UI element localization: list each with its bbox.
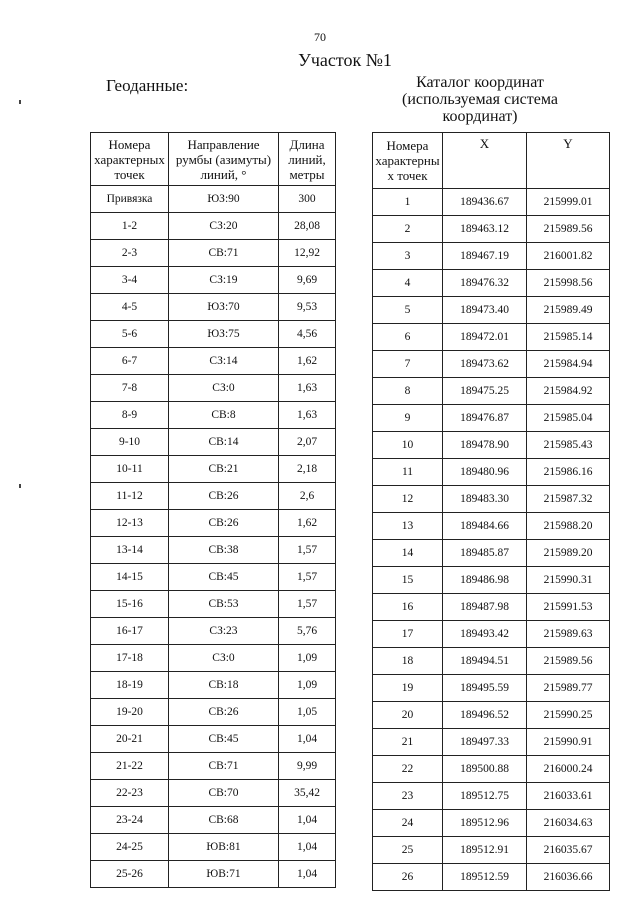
table-row xyxy=(373,324,610,351)
cell-x: 189486.98 xyxy=(443,567,527,594)
cell-y: 215985.43 xyxy=(527,432,610,459)
cell-point: 19 xyxy=(373,675,443,702)
cell-point: 15 xyxy=(373,567,443,594)
table-row xyxy=(91,780,336,807)
cell-point: 4 xyxy=(373,270,443,297)
table-row xyxy=(373,756,610,783)
table-row xyxy=(373,405,610,432)
cell-segment: 21-22 xyxy=(91,753,169,780)
cell-direction: СВ:70 xyxy=(169,780,279,807)
cell-point: 12 xyxy=(373,486,443,513)
catalog-heading xyxy=(380,74,580,125)
cell-point: 21 xyxy=(373,729,443,756)
cell-y: 215999.01 xyxy=(527,189,610,216)
cell-x: 189436.67 xyxy=(443,189,527,216)
table-row xyxy=(373,783,610,810)
cell-length: 9,99 xyxy=(279,753,336,780)
cell-segment: 23-24 xyxy=(91,807,169,834)
cell-point: 23 xyxy=(373,783,443,810)
table-row xyxy=(373,648,610,675)
table-row xyxy=(91,537,336,564)
cell-y: 215989.20 xyxy=(527,540,610,567)
cell-segment: 15-16 xyxy=(91,591,169,618)
table-row xyxy=(91,240,336,267)
cell-segment: 11-12 xyxy=(91,483,169,510)
table-row xyxy=(373,810,610,837)
table-row xyxy=(373,594,610,621)
cell-point: 25 xyxy=(373,837,443,864)
cell-point: 14 xyxy=(373,540,443,567)
cell-point: 20 xyxy=(373,702,443,729)
table-row xyxy=(373,675,610,702)
header-points: Номера характерны х точек xyxy=(373,133,443,189)
cell-length: 5,76 xyxy=(279,618,336,645)
cell-point: 6 xyxy=(373,324,443,351)
cell-length: 1,04 xyxy=(279,726,336,753)
cell-segment: 24-25 xyxy=(91,834,169,861)
cell-segment: 19-20 xyxy=(91,699,169,726)
cell-segment: 3-4 xyxy=(91,267,169,294)
cell-x: 189473.62 xyxy=(443,351,527,378)
cell-length: 1,09 xyxy=(279,645,336,672)
cell-point: 18 xyxy=(373,648,443,675)
table-row xyxy=(373,702,610,729)
table-row xyxy=(91,861,336,888)
cell-y: 215985.04 xyxy=(527,405,610,432)
cell-segment: 7-8 xyxy=(91,375,169,402)
cell-segment: 4-5 xyxy=(91,294,169,321)
cell-segment: 5-6 xyxy=(91,321,169,348)
cell-segment: 16-17 xyxy=(91,618,169,645)
cell-x: 189485.87 xyxy=(443,540,527,567)
cell-y: 215987.32 xyxy=(527,486,610,513)
table-row xyxy=(373,864,610,891)
cell-x: 189512.75 xyxy=(443,783,527,810)
header-y: Y xyxy=(527,133,610,189)
table-row xyxy=(91,510,336,537)
cell-segment: 17-18 xyxy=(91,645,169,672)
cell-point: 26 xyxy=(373,864,443,891)
table-row xyxy=(91,294,336,321)
cell-y: 215989.56 xyxy=(527,216,610,243)
cell-y: 216035.67 xyxy=(527,837,610,864)
margin-mark xyxy=(19,484,21,488)
cell-point: 10 xyxy=(373,432,443,459)
table-row xyxy=(91,645,336,672)
cell-segment: 9-10 xyxy=(91,429,169,456)
table-row xyxy=(373,567,610,594)
cell-x: 189512.96 xyxy=(443,810,527,837)
cell-point: 8 xyxy=(373,378,443,405)
geodata-table xyxy=(90,132,336,888)
cell-length: 1,04 xyxy=(279,834,336,861)
table-row xyxy=(373,621,610,648)
table-row xyxy=(91,699,336,726)
cell-y: 215998.56 xyxy=(527,270,610,297)
cell-x: 189480.96 xyxy=(443,459,527,486)
cell-length: 2,07 xyxy=(279,429,336,456)
table-row xyxy=(91,618,336,645)
cell-direction: СВ:71 xyxy=(169,240,279,267)
cell-y: 215989.63 xyxy=(527,621,610,648)
cell-point: 7 xyxy=(373,351,443,378)
table-row xyxy=(373,351,610,378)
cell-direction: СВ:18 xyxy=(169,672,279,699)
cell-direction: ЮЗ:90 xyxy=(169,186,279,213)
cell-segment: 2-3 xyxy=(91,240,169,267)
cell-segment: 22-23 xyxy=(91,780,169,807)
cell-length: 4,56 xyxy=(279,321,336,348)
cell-y: 215989.56 xyxy=(527,648,610,675)
table-row xyxy=(91,672,336,699)
cell-segment: 10-11 xyxy=(91,456,169,483)
table-row xyxy=(91,429,336,456)
page-number: 70 xyxy=(314,30,326,44)
cell-y: 216001.82 xyxy=(527,243,610,270)
table-row xyxy=(91,267,336,294)
table-row xyxy=(373,459,610,486)
cell-length: 1,57 xyxy=(279,537,336,564)
cell-length: 1,62 xyxy=(279,510,336,537)
cell-x: 189473.40 xyxy=(443,297,527,324)
header-length: Длина линий, метры xyxy=(279,133,336,186)
cell-y: 215990.91 xyxy=(527,729,610,756)
table-row xyxy=(373,378,610,405)
cell-y: 216036.66 xyxy=(527,864,610,891)
header-x: X xyxy=(443,133,527,189)
table-row xyxy=(373,837,610,864)
cell-y: 216000.24 xyxy=(527,756,610,783)
table-row xyxy=(373,243,610,270)
cell-length: 28,08 xyxy=(279,213,336,240)
cell-length: 9,69 xyxy=(279,267,336,294)
cell-x: 189476.87 xyxy=(443,405,527,432)
coordinates-table xyxy=(372,132,610,891)
cell-length: 12,92 xyxy=(279,240,336,267)
cell-x: 189467.19 xyxy=(443,243,527,270)
cell-length: 2,6 xyxy=(279,483,336,510)
cell-direction: СВ:8 xyxy=(169,402,279,429)
table-row xyxy=(373,216,610,243)
cell-y: 215990.31 xyxy=(527,567,610,594)
table-row xyxy=(373,513,610,540)
cell-point: 3 xyxy=(373,243,443,270)
cell-length: 1,57 xyxy=(279,564,336,591)
cell-point: 11 xyxy=(373,459,443,486)
cell-x: 189483.30 xyxy=(443,486,527,513)
geodata-heading: Геоданные: xyxy=(106,76,189,95)
cell-x: 189475.25 xyxy=(443,378,527,405)
cell-y: 215986.16 xyxy=(527,459,610,486)
table-row xyxy=(91,483,336,510)
table-row xyxy=(373,432,610,459)
table-row xyxy=(91,321,336,348)
cell-point: 13 xyxy=(373,513,443,540)
cell-point: 22 xyxy=(373,756,443,783)
cell-y: 216033.61 xyxy=(527,783,610,810)
table-row xyxy=(373,189,610,216)
cell-y: 215984.92 xyxy=(527,378,610,405)
cell-length: 1,62 xyxy=(279,348,336,375)
cell-x: 189493.42 xyxy=(443,621,527,648)
cell-segment: 12-13 xyxy=(91,510,169,537)
cell-segment: 1-2 xyxy=(91,213,169,240)
catalog-heading-line: (используемая система xyxy=(402,91,558,108)
cell-y: 215988.20 xyxy=(527,513,610,540)
cell-direction: СЗ:14 xyxy=(169,348,279,375)
cell-length: 1,05 xyxy=(279,699,336,726)
cell-direction: СВ:68 xyxy=(169,807,279,834)
cell-x: 189463.12 xyxy=(443,216,527,243)
header-points: Номера характерных точек xyxy=(91,133,169,186)
cell-direction: ЮВ:71 xyxy=(169,861,279,888)
cell-x: 189478.90 xyxy=(443,432,527,459)
cell-x: 189497.33 xyxy=(443,729,527,756)
cell-y: 215989.77 xyxy=(527,675,610,702)
table-row xyxy=(91,807,336,834)
cell-length: 1,57 xyxy=(279,591,336,618)
cell-direction: СВ:26 xyxy=(169,699,279,726)
cell-y: 215985.14 xyxy=(527,324,610,351)
margin-mark xyxy=(19,100,21,104)
cell-point: 16 xyxy=(373,594,443,621)
table-row xyxy=(91,591,336,618)
cell-x: 189494.51 xyxy=(443,648,527,675)
cell-direction: СВ:53 xyxy=(169,591,279,618)
table-row xyxy=(91,834,336,861)
table-row xyxy=(91,186,336,213)
cell-length: 35,42 xyxy=(279,780,336,807)
cell-x: 189495.59 xyxy=(443,675,527,702)
cell-y: 215990.25 xyxy=(527,702,610,729)
cell-length: 1,63 xyxy=(279,375,336,402)
cell-point: 2 xyxy=(373,216,443,243)
table-row xyxy=(91,348,336,375)
cell-x: 189512.91 xyxy=(443,837,527,864)
cell-x: 189472.01 xyxy=(443,324,527,351)
cell-length: 300 xyxy=(279,186,336,213)
cell-length: 1,04 xyxy=(279,861,336,888)
table-row xyxy=(373,297,610,324)
cell-x: 189476.32 xyxy=(443,270,527,297)
cell-point: 5 xyxy=(373,297,443,324)
cell-direction: СВ:71 xyxy=(169,753,279,780)
cell-length: 1,63 xyxy=(279,402,336,429)
table-row xyxy=(91,456,336,483)
cell-segment: 8-9 xyxy=(91,402,169,429)
cell-x: 189512.59 xyxy=(443,864,527,891)
header-direction: Направление румбы (азимуты) линий, ° xyxy=(169,133,279,186)
cell-y: 215984.94 xyxy=(527,351,610,378)
cell-direction: СЗ:23 xyxy=(169,618,279,645)
cell-direction: ЮЗ:75 xyxy=(169,321,279,348)
table-row xyxy=(91,213,336,240)
cell-length: 9,53 xyxy=(279,294,336,321)
cell-x: 189484.66 xyxy=(443,513,527,540)
cell-length: 2,18 xyxy=(279,456,336,483)
cell-length: 1,04 xyxy=(279,807,336,834)
table-row xyxy=(91,753,336,780)
cell-direction: СЗ:20 xyxy=(169,213,279,240)
table-row xyxy=(373,270,610,297)
cell-point: 9 xyxy=(373,405,443,432)
table-row xyxy=(91,402,336,429)
cell-direction: СЗ:19 xyxy=(169,267,279,294)
cell-direction: СВ:38 xyxy=(169,537,279,564)
cell-direction: СВ:14 xyxy=(169,429,279,456)
cell-segment: 20-21 xyxy=(91,726,169,753)
cell-y: 216034.63 xyxy=(527,810,610,837)
cell-segment: 18-19 xyxy=(91,672,169,699)
cell-direction: СЗ:0 xyxy=(169,375,279,402)
cell-segment: 13-14 xyxy=(91,537,169,564)
cell-point: 1 xyxy=(373,189,443,216)
cell-direction: СВ:45 xyxy=(169,564,279,591)
table-row xyxy=(91,564,336,591)
cell-segment: 6-7 xyxy=(91,348,169,375)
cell-segment: 14-15 xyxy=(91,564,169,591)
cell-direction: ЮЗ:70 xyxy=(169,294,279,321)
cell-direction: СВ:26 xyxy=(169,483,279,510)
cell-direction: СВ:26 xyxy=(169,510,279,537)
cell-direction: СВ:45 xyxy=(169,726,279,753)
cell-direction: ЮВ:81 xyxy=(169,834,279,861)
page-title: Участок №1 xyxy=(298,50,392,70)
cell-direction: СВ:21 xyxy=(169,456,279,483)
cell-x: 189487.98 xyxy=(443,594,527,621)
table-row xyxy=(91,726,336,753)
cell-point: 17 xyxy=(373,621,443,648)
catalog-heading-line: Каталог координат xyxy=(416,74,544,91)
cell-direction: СЗ:0 xyxy=(169,645,279,672)
catalog-heading-line: координат) xyxy=(442,108,518,125)
cell-point: 24 xyxy=(373,810,443,837)
cell-x: 189496.52 xyxy=(443,702,527,729)
table-row xyxy=(91,375,336,402)
table-header-row xyxy=(91,133,336,186)
table-row xyxy=(373,486,610,513)
table-row xyxy=(373,540,610,567)
cell-segment: Привязка xyxy=(91,186,169,213)
cell-segment: 25-26 xyxy=(91,861,169,888)
cell-length: 1,09 xyxy=(279,672,336,699)
table-header-row xyxy=(373,133,610,189)
cell-x: 189500.88 xyxy=(443,756,527,783)
table-row xyxy=(373,729,610,756)
cell-y: 215989.49 xyxy=(527,297,610,324)
cell-y: 215991.53 xyxy=(527,594,610,621)
